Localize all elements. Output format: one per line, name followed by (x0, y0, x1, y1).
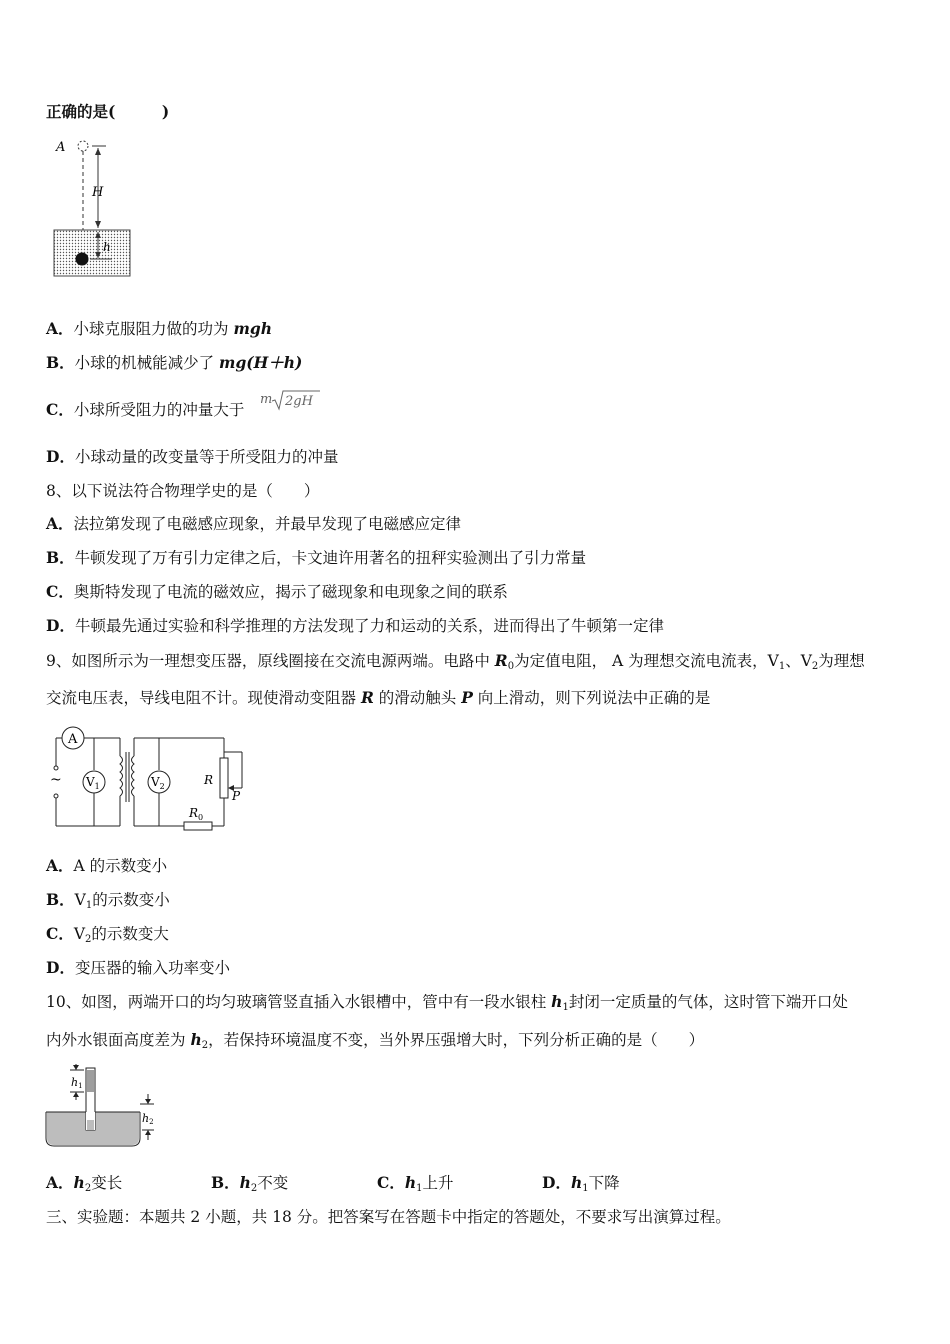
q9-stem-line2: 交流电压表，导线电阻不计。现使滑动变阻器 R 的滑动触头 P 向上滑动，则下列说法中正确的是 (46, 688, 711, 707)
q10-tube-figure (44, 1064, 160, 1150)
q10-option-d: D．$h_1$下降 (542, 1173, 620, 1194)
q9-source-label: ~ (50, 772, 62, 788)
q8-option-b: B．牛顿发现了万有引力定律之后，卡文迪许用著名的扭秤实验测出了引力常量 (46, 548, 587, 567)
q10-option-a: A．$h_2$变长 (46, 1173, 123, 1194)
q7-option-c: C．小球所受阻力的冲量大于 (46, 400, 245, 419)
q9-v1-label: $V_1$ (86, 775, 100, 791)
q9-r0-label: $R_0$ (189, 806, 204, 822)
svg-text:2gH: 2gH (285, 394, 313, 409)
q10-stem-line1: 10、如图，两端开口的均匀玻璃管竖直插入水银槽中，管中有一段水银柱 $h_1$封闭一定质量的气体，这时管下端开口处 (46, 992, 848, 1013)
q10-stem-line2: 内外水银面高度差为 $h_2$，若保持环境温度不变，当外界压强增大时，下列分析正确的是（ ） (46, 1030, 705, 1051)
q7-option-b: B．小球的机械能减少了 mg(H＋h) (46, 353, 303, 372)
q8-stem: 8、以下说法符合物理学史的是（ ） (46, 482, 320, 500)
q8-option-d: D．牛顿最先通过实验和科学推理的方法发现了力和运动的关系，进而得出了牛顿第一定律 (46, 616, 664, 635)
q9-circuit-figure (46, 726, 256, 832)
q9-option-a: A．A 的示数变小 (46, 856, 168, 875)
section-3-header: 三、实验题：本题共 2 小题，共 18 分。把答案写在答题卡中指定的答题处，不要求写出演算过程。 (46, 1208, 731, 1226)
q10-option-c: C．$h_1$上升 (377, 1173, 454, 1194)
q9-option-b: B．$V_1$的示数变小 (46, 890, 170, 911)
q7-option-c-formula (258, 388, 322, 412)
q9-v2-label: $V_2$ (151, 775, 165, 791)
q9-p-label: P (232, 789, 241, 803)
q9-stem-line1: 9、如图所示为一理想变压器，原线圈接在交流电源两端。电路中 $R_0$为定值电阻， A 为理想交流电流表，$V_1$、$V_2$为理想 (46, 651, 865, 672)
q9-r-label: R (204, 773, 214, 787)
svg-text:m: m (260, 392, 273, 407)
question-intro: 正确的是( ) (46, 102, 170, 121)
q7-option-a: A．小球克服阻力做的功为 mgh (46, 319, 272, 338)
q8-option-c: C．奥斯特发现了电流的磁效应，揭示了磁现象和电现象之间的联系 (46, 582, 508, 601)
q10-option-b: B．$h_2$不变 (211, 1173, 289, 1194)
q10-fig-h2-label: h2 (142, 1112, 154, 1126)
q9-option-d: D．变压器的输入功率变小 (46, 958, 230, 977)
q9-option-c: C．$V_2$的示数变大 (46, 924, 169, 945)
q7-figure (50, 134, 140, 280)
q7-option-d: D．小球动量的改变量等于所受阻力的冲量 (46, 447, 339, 466)
q9-ammeter-label: A (68, 732, 78, 747)
q7-label-a: A (56, 140, 66, 155)
q10-fig-h1-label: h1 (71, 1076, 83, 1090)
q8-option-a: A．法拉第发现了电磁感应现象，并最早发现了电磁感应定律 (46, 514, 462, 533)
q7-label-h-lower: h (103, 240, 111, 254)
q7-label-h-upper: H (92, 185, 104, 200)
